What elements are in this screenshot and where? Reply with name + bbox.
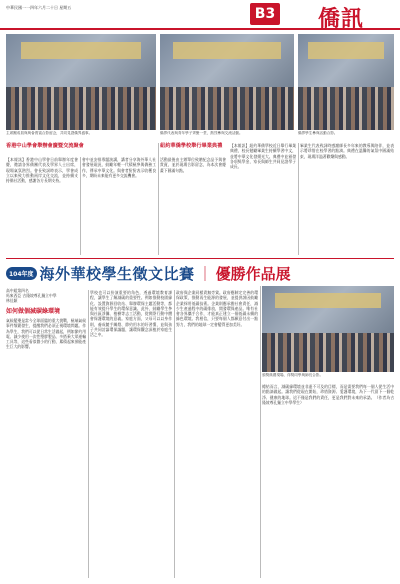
article-body: 【本報訊】香港中山學會日前舉辦年度會慶，邀請各界僑團代表及學界人士出席，現場氣氛熱烈。會長致詞時表示，學會成立以來致力推動兩岸文化交流，並持續支持僑社活動，感謝各方長期支持。 xyxy=(6,157,78,184)
essay-body: 學校也可以扮演重要的角色，透過環境教育課程，讓學生了解減碳的重要性。例如推動校園綠化、設置資源回收站、舉辦環保主題活動等，都能有效提升學生的環保意識。此外，鼓勵學生參與社區淨灘、植樹等志工活動，從實際行動中體會保護環境的意義。家庭方面，父母可以以身作則，養成隨手關燈、節約用水的好習慣，並與孩子共同討論環保議題，讓環保觀念深植於家庭生活之中。 xyxy=(90,290,172,338)
group-photo-3 xyxy=(298,34,394,130)
photo-caption: 頒獎典禮現場，得獎同學與師長合影。 xyxy=(262,373,324,377)
article-body: 畢業生代表致詞時感謝師長多年來的教導與陪伴，並表示將珍惜在校學習的點滴。典禮在溫馨的氣氛中圓滿結束，現場洋溢著歡樂與感動。 xyxy=(300,143,394,159)
article-headline: 香港中山學會舉辦會慶暨交流聚會 xyxy=(6,143,84,149)
newspaper-logo: 僑訊 xyxy=(318,6,365,32)
page-header xyxy=(0,0,400,30)
photo-caption: 僑界學生參與活動合影。 xyxy=(298,131,338,135)
article-body: 活動最後由主辦單位致贈紀念品予與會貴賓，並於現場合影留念，為本次會慶畫下圓滿句點。 xyxy=(160,157,226,173)
section-number: B3 xyxy=(250,3,280,25)
author-byline: 高中組第四名 馬來西亞 吉隆坡尊孔獨立中學 林佳穎 xyxy=(6,288,57,303)
essay-body: 氣候變遷是當今全球面臨的重大挑戰，極端氣候事件頻繁發生，提醒我們必須正視環境問題。作為學生，我們可以從日常生活做起，例如節約用電、減少使用一次性塑膠製品、多搭乘大眾運輸工具等，這些看似微小的行動，累積起來卻能產生巨大的影響。 xyxy=(6,318,86,350)
group-photo-2 xyxy=(160,34,294,130)
column-divider xyxy=(260,286,261,578)
group-photo-1 xyxy=(6,34,156,130)
essay-body: 總結而言，減碳綠環境並非遙不可及的目標，而是需要我們每一個人從生活中的點滴做起。讓我們從現在開始，珍惜資源、愛護環境，為下一代留下一個乾淨、健康的地球。這不僅是我們的責任，更是我們對未來的承諾。（作者為吉隆坡尊孔獨立中學學生） xyxy=(262,384,394,405)
feature-title-main: 海外華校學生徵文比賽 xyxy=(39,264,195,283)
column-divider xyxy=(298,143,299,255)
feature-title-sub: 優勝作品展 xyxy=(215,264,291,283)
article-headline: 紐約華僑學校舉行畢業典禮 xyxy=(160,143,223,149)
article-body: 會中並安排專題演講，講者分享海外華人社會發展現況，鼓勵年輕一代積極參與僑務工作，傳承中華文化。與會者紛紛表示收穫良多，期盼未來能有更多交流機會。 xyxy=(82,157,156,178)
photo-caption: 僑界代表與青年學子齊聚一堂，熱烈參與交流活動。 xyxy=(160,131,243,135)
title-separator: ｜ xyxy=(197,264,213,283)
column-divider xyxy=(88,290,89,578)
essay-title: 如何做個減碳綠環境 xyxy=(6,308,61,315)
feature-title xyxy=(6,262,394,284)
section-divider xyxy=(6,258,394,259)
article-body: 【本報訊】紐約華僑學校近日舉行畢業典禮，校長勉勵畢業生持續學習中文，並將中華文化發揚光大。典禮中並頒發各項獎學金，家長與師生共同見證學子成長。 xyxy=(230,143,296,170)
essay-body: 政府與企業同樣責無旁貸。政府應制定完善的環保政策，推動再生能源的發展，並提供誘因鼓勵企業採用低碳技術。企業則應承擔社會責任，減少生產過程中的碳排放，開發環保產品。唯有社會各界攜手合作，才能真正建立一個低碳永續的綠色環境。我相信，只要每個人都願意付出一點努力，我們的地球一定會變得更加美好。 xyxy=(176,290,258,327)
issue-date: 中華民國一一四年六月二十日 星期五 xyxy=(6,5,72,10)
column-divider xyxy=(158,143,159,255)
column-divider xyxy=(80,157,81,255)
column-divider xyxy=(174,290,175,578)
award-photo xyxy=(262,286,394,372)
year-badge: 104年度 xyxy=(6,267,37,280)
photo-caption: 主席團成員與與會貴賓合影留念，共同見證僑界盛事。 xyxy=(6,131,93,135)
